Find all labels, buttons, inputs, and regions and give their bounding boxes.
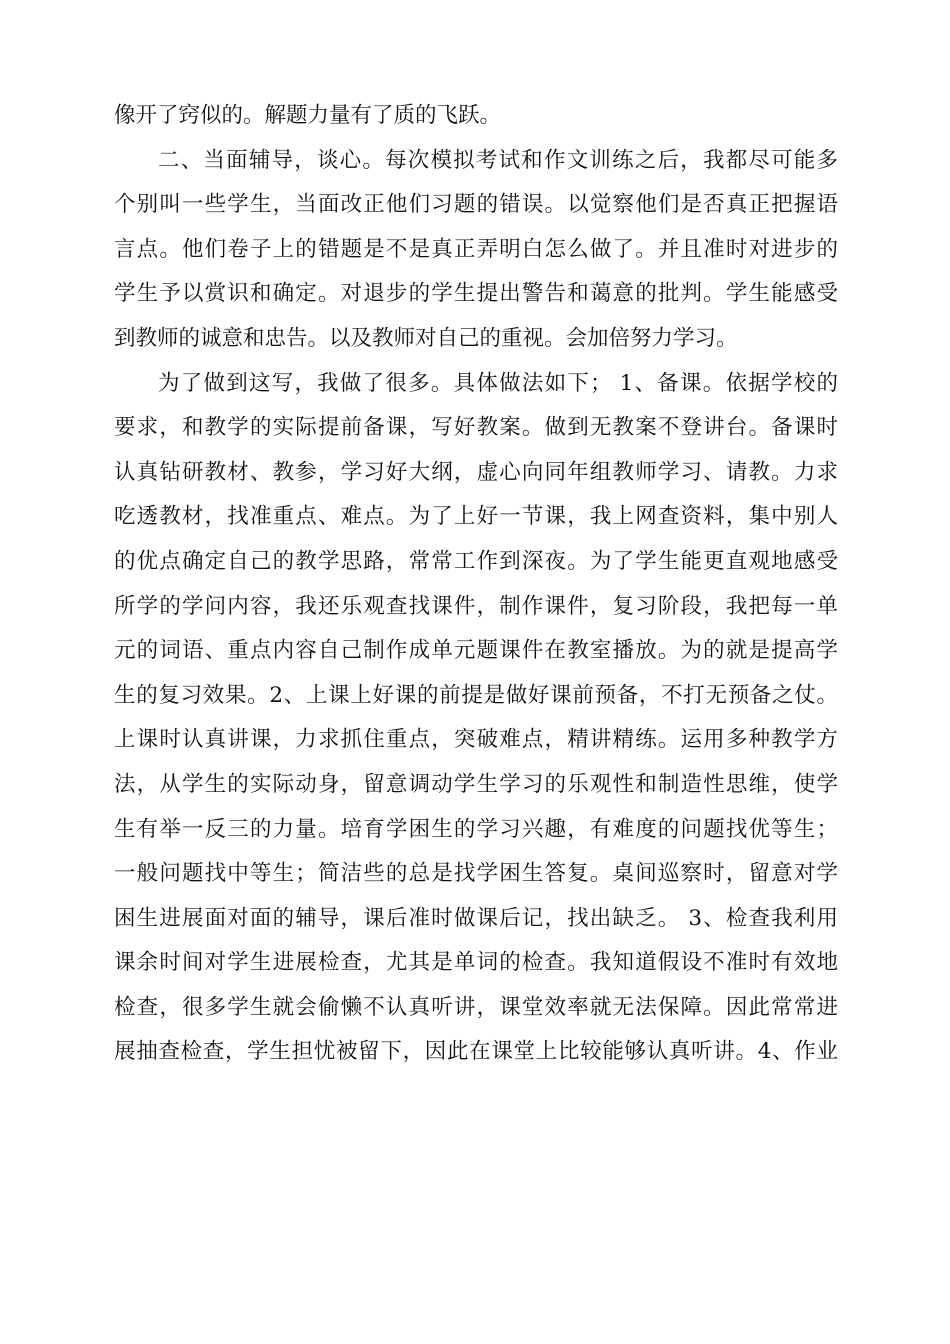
text-line-9: 认真钻研教材、教参，学习好大纲，虚心向同年组教师学习、请教。力求 <box>114 459 838 485</box>
text-line-14: 生的复习效果。2、上课上好课的前提是做好课前预备，不打无预备之仗。 <box>114 682 838 708</box>
text-line-13: 元的词语、重点内容自己制作成单元题课件在教室播放。为的就是提高学 <box>114 638 838 664</box>
text-line-12: 所学的学问内容，我还乐观查找课件，制作课件，复习阶段，我把每一单 <box>114 593 838 619</box>
text-line-7: 为了做到这写，我做了很多。具体做法如下； 1、备课。依据学校的 <box>158 370 838 396</box>
text-line-8: 要求，和教学的实际提前备课，写好教案。做到无教案不登讲台。备课时 <box>114 415 838 441</box>
text-line-17: 生有举一反三的力量。培育学困生的学习兴趣，有难度的问题找优等生； <box>114 816 838 842</box>
text-line-15: 上课时认真讲课，力求抓住重点，突破难点，精讲精练。运用多种教学方 <box>114 727 838 753</box>
text-line-10: 吃透教材，找准重点、难点。为了上好一节课，我上网查资料，集中别人 <box>114 504 838 530</box>
text-line-3: 个别叫一些学生，当面改正他们习题的错误。以觉察他们是否真正把握语 <box>114 192 838 218</box>
text-line-16: 法，从学生的实际动身，留意调动学生学习的乐观性和制造性思维，使学 <box>114 771 838 797</box>
text-line-5: 学生予以赏识和确定。对退步的学生提出警告和蔼意的批判。学生能感受 <box>114 281 838 307</box>
text-line-4: 言点。他们卷子上的错题是不是真正弄明白怎么做了。并且准时对进步的 <box>114 236 838 262</box>
text-line-6: 到教师的诚意和忠告。以及教师对自己的重视。会加倍努力学习。 <box>114 325 738 351</box>
text-line-19: 困生进展面对面的辅导，课后准时做课后记，找出缺乏。 3、检查我利用 <box>114 905 838 931</box>
body-text <box>114 94 838 1075</box>
text-line-22: 展抽查检查，学生担忧被留下，因此在课堂上比较能够认真听讲。4、作业 <box>114 1039 838 1065</box>
text-line-1: 像开了窍似的。解题力量有了质的飞跃。 <box>114 103 502 128</box>
text-line-11: 的优点确定自己的教学思路，常常工作到深夜。为了学生能更直观地感受 <box>114 548 838 574</box>
text-line-18: 一般问题找中等生；简洁些的总是找学困生答复。桌间巡察时，留意对学 <box>114 861 838 887</box>
text-line-2: 二、当面辅导，谈心。每次模拟考试和作文训练之后，我都尽可能多 <box>158 147 838 173</box>
text-line-21: 检查，很多学生就会偷懒不认真听讲，课堂效率就无法保障。因此常常进 <box>114 994 838 1020</box>
text-line-20: 课余时间对学生进展检查，尤其是单词的检查。我知道假设不准时有效地 <box>114 950 838 976</box>
